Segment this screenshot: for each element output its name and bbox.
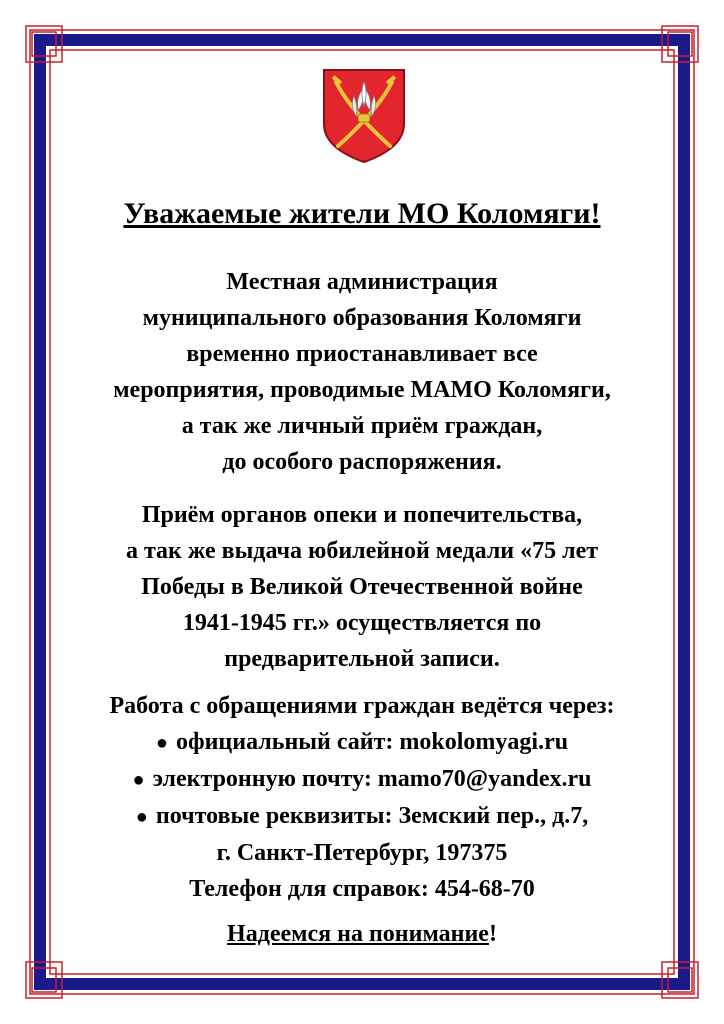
paragraph-guardianship <box>70 497 654 677</box>
notice-content <box>70 60 654 960</box>
contacts-intro: Работа с обращениями граждан ведётся через: <box>109 693 615 719</box>
contact-item-website <box>70 724 654 761</box>
contact-item-text: почтовые реквизиты: Земский пер., д.7, <box>155 803 589 829</box>
paragraph-line: а так же выдача юбилейной медали «75 лет <box>125 538 599 564</box>
bullet-icon: ● <box>132 769 145 791</box>
postal-address: г. Санкт-Петербург, 197375 <box>216 840 508 866</box>
paragraph-line: временно приостанавливает все <box>186 341 538 367</box>
paragraph-suspension <box>70 264 654 480</box>
closing-exclamation: ! <box>488 921 497 947</box>
bullet-icon: ● <box>135 806 148 828</box>
phone-line: Телефон для справок: 454-68-70 <box>189 876 535 902</box>
paragraph-line: а так же личный приём граждан, <box>181 413 543 439</box>
closing-text: Надеемся на понимание <box>227 921 489 947</box>
contact-item-postal <box>70 798 654 835</box>
bullet-icon: ● <box>155 732 168 754</box>
closing-line <box>70 916 654 952</box>
paragraph-line: Местная администрация <box>226 269 498 295</box>
contact-item-text: официальный сайт: mokolomyagi.ru <box>176 729 569 755</box>
paragraph-line: 1941-1945 гг.» осуществляется по <box>182 610 542 636</box>
contact-item-text: электронную почту: mamo70@yandex.ru <box>152 766 592 792</box>
paragraph-line: предварительной записи. <box>224 646 500 672</box>
coat-of-arms-icon <box>320 66 408 166</box>
contact-item-email <box>70 761 654 798</box>
paragraph-line: до особого распоряжения. <box>222 449 502 475</box>
paragraph-line: мероприятия, проводимые МАМО Коломяги, <box>113 377 611 403</box>
notice-heading: Уважаемые жители МО Коломяги! <box>123 197 601 230</box>
paragraph-line: Победы в Великой Отечественной войне <box>141 574 583 600</box>
paragraph-contacts <box>70 688 654 907</box>
paragraph-line: муниципального образования Коломяги <box>142 305 582 331</box>
paragraph-line: Приём органов опеки и попечительства, <box>141 502 583 528</box>
